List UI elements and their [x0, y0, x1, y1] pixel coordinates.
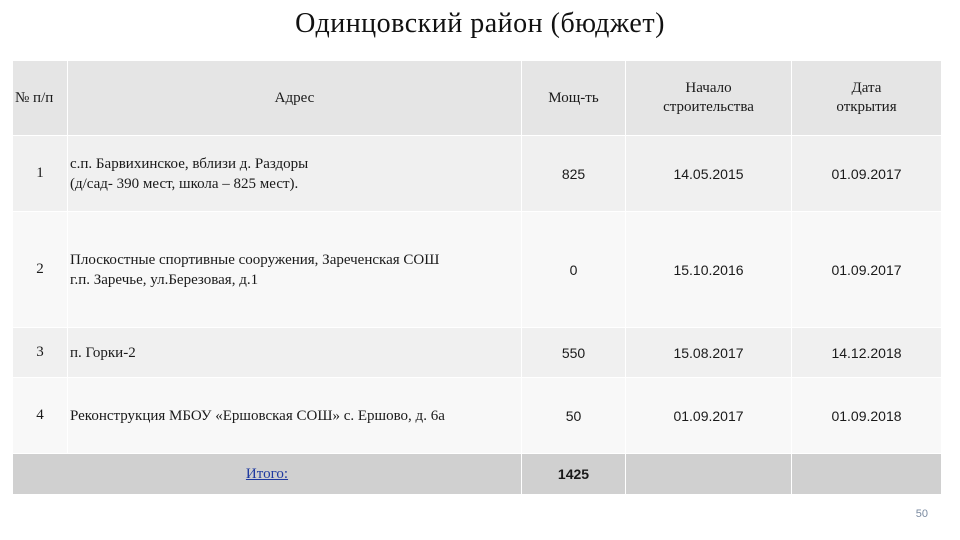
row-address	[68, 378, 522, 454]
page-title: Одинцовский район (бюджет)	[295, 8, 665, 39]
total-empty-cell	[792, 454, 942, 495]
table-row	[13, 212, 942, 328]
row-open-date: 01.09.2017	[792, 136, 942, 212]
address-line: с.п. Барвихинское, вблизи д. Раздоры	[70, 155, 309, 172]
row-capacity: 50	[522, 378, 626, 454]
budget-table	[12, 60, 942, 495]
row-address	[68, 136, 522, 212]
header-address: Адрес	[68, 61, 522, 136]
table-row	[13, 328, 942, 378]
row-address	[68, 328, 522, 378]
table-header-row	[13, 61, 942, 136]
row-number: 3	[13, 328, 68, 378]
header-start-label: Начало строительства	[663, 80, 754, 115]
row-open-date: 01.09.2018	[792, 378, 942, 454]
row-capacity: 0	[522, 212, 626, 328]
row-number: 4	[13, 378, 68, 454]
address-line: п. Горки-2	[70, 344, 136, 361]
address-line: г.п. Заречье, ул.Березовая, д.1	[70, 271, 259, 288]
row-start-date: 15.10.2016	[626, 212, 792, 328]
row-open-date: 01.09.2017	[792, 212, 942, 328]
header-open	[792, 61, 942, 136]
address-line: Реконструкция МБОУ «Ершовская СОШ» с. Ершово, д. 6а	[70, 407, 445, 424]
total-empty-cell	[626, 454, 792, 495]
row-open-date: 14.12.2018	[792, 328, 942, 378]
row-capacity: 550	[522, 328, 626, 378]
header-start	[626, 61, 792, 136]
header-open-label: Дата открытия	[836, 80, 897, 115]
total-label[interactable]: Итого:	[13, 454, 522, 495]
row-capacity: 825	[522, 136, 626, 212]
table-row	[13, 136, 942, 212]
row-start-date: 14.05.2015	[626, 136, 792, 212]
address-line: (д/сад- 390 мест, школа – 825 мест).	[70, 175, 299, 192]
table-row	[13, 378, 942, 454]
total-value: 1425	[522, 454, 626, 495]
header-number: № п/п	[13, 61, 68, 136]
total-row	[13, 454, 942, 495]
header-capacity: Мощ-ть	[522, 61, 626, 136]
page-number: 50	[915, 508, 928, 520]
row-start-date: 01.09.2017	[626, 378, 792, 454]
row-address	[68, 212, 522, 328]
row-number: 1	[13, 136, 68, 212]
row-start-date: 15.08.2017	[626, 328, 792, 378]
address-line: Плоскостные спортивные сооружения, Зареченская СОШ	[70, 251, 440, 268]
row-number: 2	[13, 212, 68, 328]
